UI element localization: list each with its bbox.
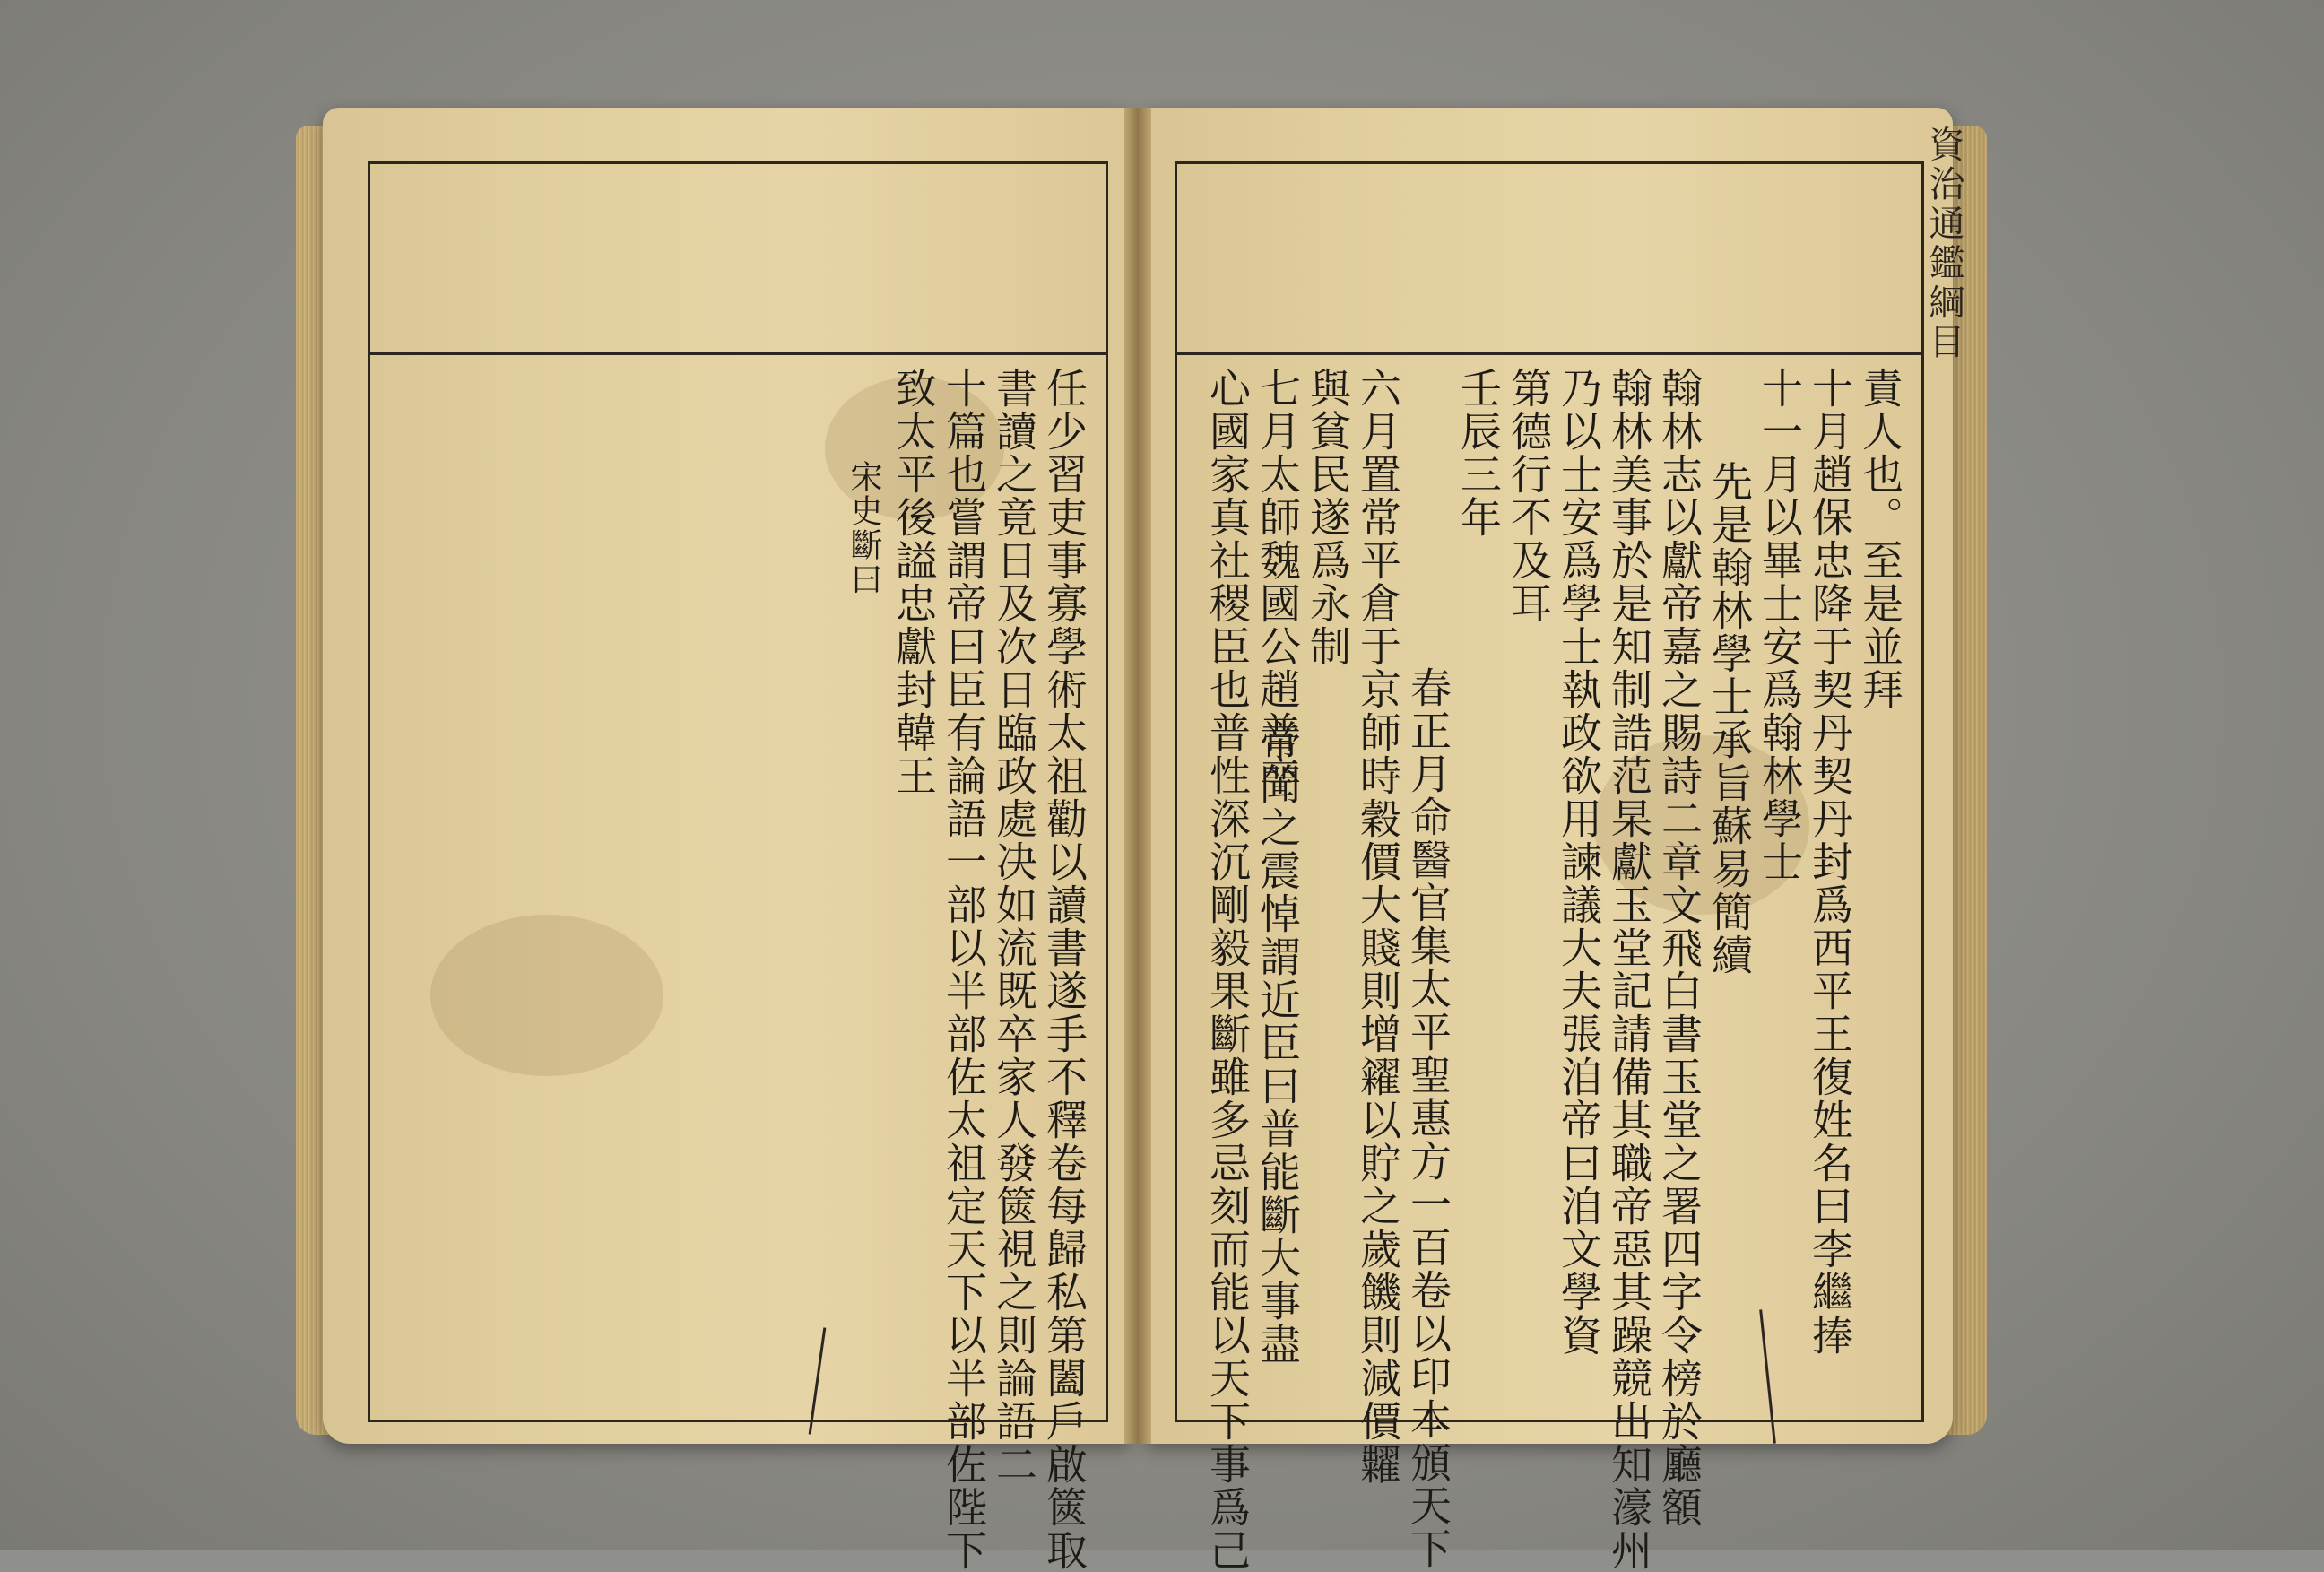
- right-column-5: 翰林志以獻帝嘉之賜詩二章文飛白書玉堂之署四字令榜於廳額: [1655, 367, 1704, 1529]
- right-commentary-band: [1177, 164, 1921, 355]
- right-column-9: 壬辰三年: [1454, 367, 1503, 539]
- left-column-5-heading: 宋史斷曰: [845, 460, 882, 596]
- left-column-3: 十篇也嘗謂帝曰臣有論語一部以半部佐太祖定天下以半部佐陛下: [940, 367, 988, 1572]
- open-book: [296, 90, 1981, 1572]
- left-page-text-frame: [368, 161, 1108, 1572]
- right-column-8: 第德行不及耳: [1505, 367, 1553, 625]
- right-column-15: 心國家真社稷臣也普性深沉剛毅果斷雖多忌刻而能以天下事爲己: [1203, 367, 1252, 1572]
- left-column-2: 書讀之竟日及次日臨政處决如流既卒家人發篋視之則論語二: [990, 367, 1038, 1486]
- right-margin-title: 資治通鑑綱目: [1923, 126, 1964, 362]
- book-gutter: [1124, 108, 1151, 1444]
- right-column-11: 六月置常平倉于京師時穀價大賤則增糴以貯之歲饑則減價糶: [1354, 367, 1402, 1486]
- left-column-1: 任少習吏事寡學術太祖勸以讀書遂手不釋卷每歸私第闔戶啟篋取: [1040, 367, 1088, 1572]
- right-column-14: 帝聞之震悼謂近臣曰普能斷大事盡: [1253, 720, 1302, 1366]
- right-column-7: 乃以士安爲學士執政欲用諫議大夫張洎帝曰洎文學資: [1555, 367, 1603, 1357]
- right-column-13: 七月太師魏國公趙普卒: [1253, 367, 1302, 797]
- right-column-2: 十月趙保忠降于契丹契丹封爲西平王復姓名曰李繼捧: [1806, 367, 1854, 1357]
- right-column-6: 翰林美事於是知制誥范杲獻玉堂記請備其職帝惡其躁競出知濠州: [1605, 367, 1653, 1572]
- left-column-4: 致太平後謚忠獻封韓王: [889, 367, 938, 797]
- right-column-1: 責人也。至是並拜: [1856, 367, 1904, 711]
- right-column-4: 先是翰林學士承旨蘇易簡續: [1705, 460, 1754, 977]
- right-page-text-frame: [1175, 161, 1924, 1572]
- right-column-3: 十一月以畢士安爲翰林學士: [1756, 367, 1804, 883]
- right-column-10: 春正月命醫官集太平聖惠方一百卷以印本頒天下: [1404, 666, 1452, 1570]
- left-commentary-block: [397, 367, 837, 1398]
- left-commentary-band: [370, 164, 1106, 355]
- right-column-12: 與貧民遂爲永制: [1304, 367, 1352, 668]
